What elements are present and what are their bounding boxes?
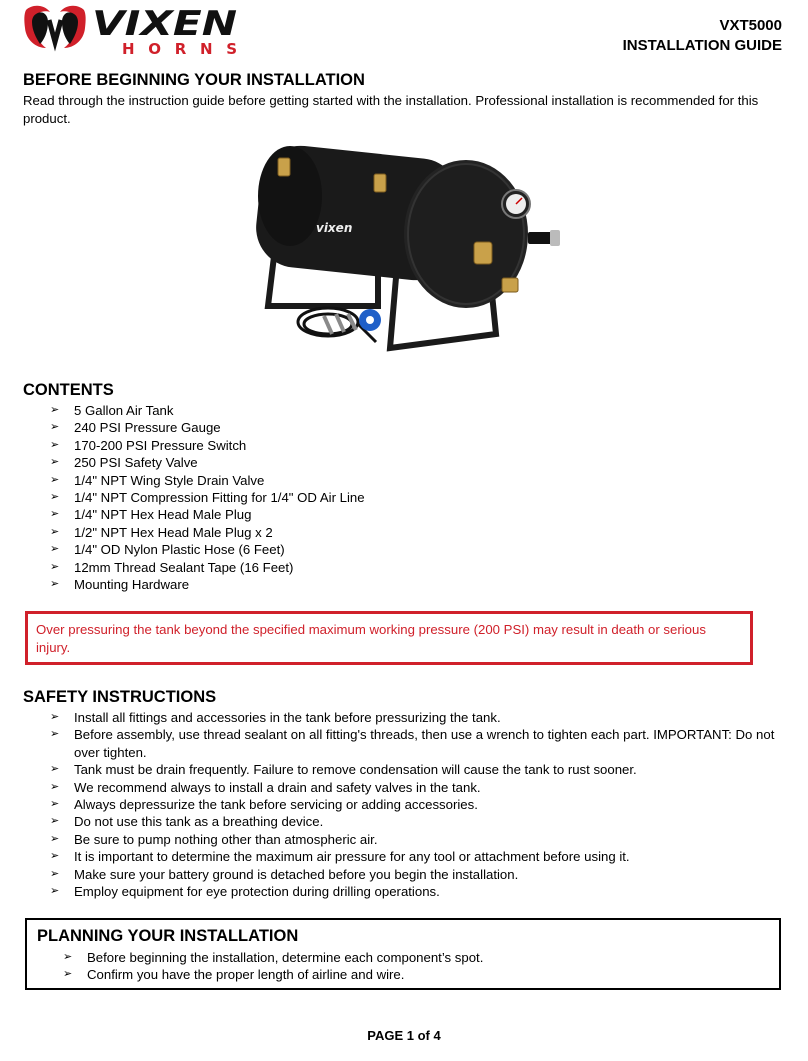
contents-item [48, 489, 768, 506]
arrow-bullet-icon: ➢ [50, 491, 60, 504]
contents-item-text: 1/4" OD Nylon Plastic Hose (6 Feet) [74, 542, 285, 558]
safety-item-text: Employ equipment for eye protection during drilling operations. [74, 884, 440, 900]
safety-item-text: Be sure to pump nothing other than atmospheric air. [74, 831, 378, 847]
vixen-horns-logo [22, 2, 240, 58]
arrow-bullet-icon: ➢ [50, 525, 60, 538]
document-title: INSTALLATION GUIDE [622, 37, 782, 54]
warning-text: Over pressuring the tank beyond the specified maximum working pressure (200 PSI) may result in death or serious injury. [36, 622, 706, 655]
contents-heading: CONTENTS [23, 381, 114, 399]
safety-item-text: Always depressurize the tank before servicing or adding accessories. [74, 797, 478, 813]
contents-item [48, 524, 768, 541]
safety-item-text: We recommend always to install a drain and safety valves in the tank. [74, 779, 481, 795]
planning-list [61, 949, 761, 984]
contents-item-text: 1/2" NPT Hex Head Male Plug x 2 [74, 524, 273, 540]
logo-vixen-text: VIXEN [92, 4, 237, 44]
arrow-bullet-icon: ➢ [50, 867, 60, 880]
arrow-bullet-icon: ➢ [50, 421, 60, 434]
safety-item [48, 761, 788, 778]
thread-sealant-tape [359, 309, 381, 331]
horn-emblem-icon [24, 6, 85, 48]
contents-item-text: 250 PSI Safety Valve [74, 455, 198, 471]
arrow-bullet-icon: ➢ [50, 438, 60, 451]
air-tank-product-image [228, 134, 568, 366]
safety-item-text: Before assembly, use thread sealant on all fitting's threads, then use a wrench to tighten each part. IMPORTANT: Do not over tighten. [74, 727, 775, 760]
contents-item-text: 240 PSI Pressure Gauge [74, 420, 221, 436]
arrow-bullet-icon: ➢ [50, 728, 60, 741]
contents-item [48, 541, 768, 558]
intro-text: Read through the instruction guide before getting started with the installation. Professional installation is recommended for this product. [23, 93, 759, 126]
safety-item [48, 831, 788, 848]
arrow-bullet-icon: ➢ [63, 968, 73, 981]
safety-item [48, 813, 788, 830]
safety-item-text: Tank must be drain frequently. Failure to remove condensation will cause the tank to rust sooner. [74, 762, 637, 778]
arrow-bullet-icon: ➢ [50, 832, 60, 845]
document-header [623, 16, 782, 56]
safety-item [48, 866, 788, 883]
planning-item [61, 949, 761, 966]
planning-item-text: Before beginning the installation, determine each component’s spot. [87, 950, 484, 965]
contents-item [48, 454, 768, 471]
arrow-bullet-icon: ➢ [50, 763, 60, 776]
model-number: VXT5000 [719, 17, 782, 34]
safety-item [48, 883, 788, 900]
arrow-bullet-icon: ➢ [50, 711, 60, 723]
planning-box [25, 918, 781, 990]
contents-item-text: 12mm Thread Sealant Tape (16 Feet) [74, 559, 294, 575]
pressure-switch-icon [528, 230, 560, 246]
arrow-bullet-icon: ➢ [50, 404, 60, 416]
arrow-bullet-icon: ➢ [50, 560, 60, 573]
arrow-bullet-icon: ➢ [50, 508, 60, 521]
planning-heading: PLANNING YOUR INSTALLATION [37, 927, 299, 945]
planning-item-text: Confirm you have the proper length of airline and wire. [87, 967, 405, 983]
contents-item [48, 419, 768, 436]
tank-logo-label: vixen [316, 221, 353, 235]
tank-body [252, 142, 528, 308]
safety-item [48, 709, 788, 726]
intro-heading: BEFORE BEGINNING YOUR INSTALLATION [23, 71, 365, 89]
arrow-bullet-icon: ➢ [50, 473, 60, 486]
arrow-bullet-icon: ➢ [50, 798, 60, 811]
safety-item-text: Install all fittings and accessories in the tank before pressurizing the tank. [74, 710, 501, 725]
arrow-bullet-icon: ➢ [63, 951, 73, 963]
safety-item [48, 726, 788, 761]
contents-list [48, 402, 768, 593]
contents-item [48, 472, 768, 489]
contents-item-text: Mounting Hardware [74, 577, 190, 593]
safety-item-text: Make sure your battery ground is detached before you begin the installation. [74, 866, 519, 882]
pressure-gauge-icon [502, 190, 530, 218]
contents-item-text: 1/4" NPT Compression Fitting for 1/4" OD Air Line [74, 490, 365, 506]
arrow-bullet-icon: ➢ [50, 850, 60, 863]
safety-item-text: Do not use this tank as a breathing device. [74, 814, 324, 830]
warning-box [25, 611, 753, 665]
arrow-bullet-icon: ➢ [50, 543, 60, 556]
arrow-bullet-icon: ➢ [50, 578, 60, 591]
safety-list [48, 709, 788, 900]
contents-item-text: 1/4" NPT Hex Head Male Plug [74, 507, 252, 523]
arrow-bullet-icon: ➢ [50, 815, 60, 828]
page-number: PAGE 1 of 4 [367, 1028, 441, 1043]
contents-item [48, 576, 768, 593]
arrow-bullet-icon: ➢ [50, 780, 60, 793]
logo-horns-text: HORNS [122, 40, 237, 58]
safety-item [48, 848, 788, 865]
contents-item [48, 506, 768, 523]
contents-item-text: 5 Gallon Air Tank [74, 403, 174, 418]
contents-item [48, 559, 768, 576]
safety-item [48, 779, 788, 796]
safety-item-text: It is important to determine the maximum air pressure for any tool or attachment before using it. [74, 849, 630, 865]
safety-item [48, 796, 788, 813]
arrow-bullet-icon: ➢ [50, 885, 60, 898]
safety-heading: SAFETY INSTRUCTIONS [23, 688, 217, 706]
arrow-bullet-icon: ➢ [50, 456, 60, 469]
contents-item [48, 402, 768, 419]
planning-item [61, 966, 761, 983]
contents-item-text: 170-200 PSI Pressure Switch [74, 437, 247, 453]
contents-item-text: 1/4" NPT Wing Style Drain Valve [74, 472, 265, 488]
contents-item [48, 437, 768, 454]
